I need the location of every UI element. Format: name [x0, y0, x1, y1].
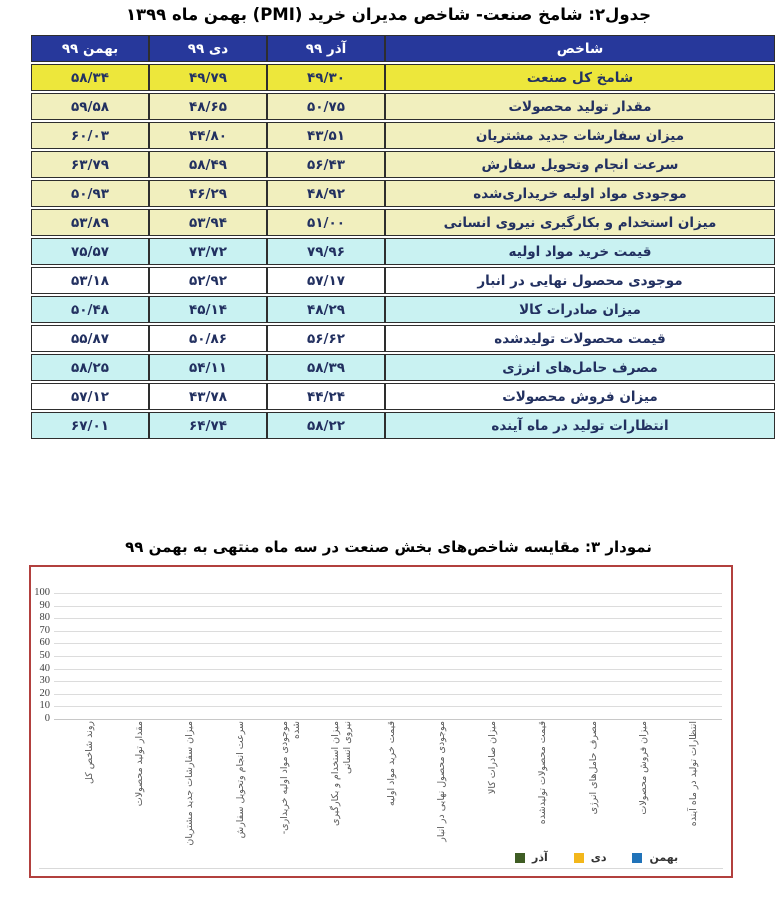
- legend-label: دی: [590, 851, 607, 864]
- row-value: ۵۳/۸۹: [31, 209, 149, 236]
- column-header-index: شاخص: [385, 35, 775, 62]
- chart-plot-area: [34, 587, 722, 724]
- y-axis-tick-label: 10: [39, 700, 50, 712]
- row-value: ۷۹/۹۶: [267, 238, 385, 265]
- row-label: موجودی محصول نهایی در انبار: [385, 267, 775, 294]
- row-value: ۵۰/۹۳: [31, 180, 149, 207]
- y-axis-tick-label: 20: [39, 687, 50, 699]
- gridline: [54, 669, 722, 670]
- row-value: ۵۱/۰۰: [267, 209, 385, 236]
- chart-category-labels: [54, 719, 722, 851]
- row-value: ۴۴/۲۴: [267, 383, 385, 410]
- row-value: ۶۷/۰۱: [31, 412, 149, 439]
- table-row: [31, 238, 775, 265]
- gridline: [54, 694, 722, 695]
- gridline: [54, 631, 722, 632]
- row-value: ۵۹/۵۸: [31, 93, 149, 120]
- row-value: ۵۳/۹۴: [149, 209, 267, 236]
- row-value: ۵۷/۱۷: [267, 267, 385, 294]
- gridline: [54, 643, 722, 644]
- gridline: [54, 593, 722, 594]
- column-header-azar: آذر ۹۹: [267, 35, 385, 62]
- category-label: قیمت خرید مواد اولیه: [386, 721, 397, 806]
- row-label: میزان صادرات کالا: [385, 296, 775, 323]
- gridline: [54, 706, 722, 707]
- category-label: موجودی محصول نهایی در انبار: [436, 721, 448, 842]
- row-value: ۵۲/۹۲: [149, 267, 267, 294]
- legend-item: [574, 851, 607, 864]
- row-value: ۴۵/۱۴: [149, 296, 267, 323]
- y-axis-tick-label: 30: [39, 675, 50, 687]
- category-label: روند شاخص کل: [83, 721, 95, 784]
- row-label: قیمت خرید مواد اولیه: [385, 238, 775, 265]
- row-label: میزان استخدام و بکارگیری نیروی انسانی: [385, 209, 775, 236]
- row-value: ۶۳/۷۹: [31, 151, 149, 178]
- y-axis-tick-label: 0: [44, 713, 50, 724]
- y-axis-tick-label: 90: [39, 599, 50, 611]
- table-title: جدول۲: شامخ صنعت- شاخص مدیران خرید (PMI) بهمن ماه ۱۳۹۹: [125, 5, 652, 24]
- row-value: ۴۳/۷۸: [149, 383, 267, 410]
- row-value: ۶۴/۷۴: [149, 412, 267, 439]
- category-label: انتظارات تولید در ماه آینده: [688, 721, 700, 827]
- row-value: ۴۳/۵۱: [267, 122, 385, 149]
- summary-value-bahman: ۵۸/۳۴: [31, 64, 149, 91]
- row-value: ۵۳/۱۸: [31, 267, 149, 294]
- category-label: قیمت محصولات تولیدشده: [537, 721, 549, 825]
- table-header-row: [31, 35, 775, 62]
- legend-item: [515, 851, 548, 864]
- category-label: مصرف حامل‌های انرژی: [587, 721, 599, 815]
- row-value: ۴۸/۶۵: [149, 93, 267, 120]
- table-row: [31, 122, 775, 149]
- row-value: ۴۶/۲۹: [149, 180, 267, 207]
- row-value: ۴۸/۹۲: [267, 180, 385, 207]
- summary-value-azar: ۴۹/۳۰: [267, 64, 385, 91]
- gridline: [54, 606, 722, 607]
- row-label: مصرف حامل‌های انرژی: [385, 354, 775, 381]
- gridline: [54, 618, 722, 619]
- legend-label: بهمن: [649, 851, 679, 864]
- legend-swatch: [515, 853, 525, 863]
- column-header-dey: دی ۹۹: [149, 35, 267, 62]
- y-axis-tick-label: 100: [34, 587, 50, 598]
- row-value: ۵۷/۱۲: [31, 383, 149, 410]
- summary-row: [31, 64, 775, 91]
- row-label: میزان سفارشات جدید مشتریان: [385, 122, 775, 149]
- y-axis-tick-label: 50: [39, 650, 50, 661]
- table-row: [31, 267, 775, 294]
- legend-swatch: [632, 853, 642, 863]
- row-value: ۵۴/۱۱: [149, 354, 267, 381]
- row-value: ۵۸/۲۵: [31, 354, 149, 381]
- row-value: ۴۸/۲۹: [267, 296, 385, 323]
- table-row: [31, 180, 775, 207]
- legend-swatch: [574, 853, 584, 863]
- category-label: سرعت انجام وتحویل سفارش: [234, 721, 246, 839]
- y-axis-tick-label: 70: [39, 624, 50, 636]
- table-row: [31, 383, 775, 410]
- legend-item: [632, 851, 678, 864]
- y-axis-tick-label: 40: [39, 662, 50, 674]
- table-row: [31, 151, 775, 178]
- row-label: انتظارات تولید در ماه آینده: [385, 412, 775, 439]
- y-axis-tick-label: 60: [39, 637, 50, 649]
- column-header-bahman: بهمن ۹۹: [31, 35, 149, 62]
- gridline: [54, 656, 722, 657]
- row-value: ۵۰/۷۵: [267, 93, 385, 120]
- row-value: ۵۰/۴۸: [31, 296, 149, 323]
- summary-label: شامخ کل صنعت: [385, 64, 775, 91]
- row-value: ۵۸/۳۹: [267, 354, 385, 381]
- pmi-table-rows: [31, 64, 775, 439]
- row-value: ۵۶/۴۳: [267, 151, 385, 178]
- row-value: ۵۰/۸۶: [149, 325, 267, 352]
- category-label: میزان استخدام و بکارگیری نیروی انسانی: [329, 721, 353, 827]
- row-label: قیمت محصولات تولیدشده: [385, 325, 775, 352]
- table-row: [31, 412, 775, 439]
- chart-baseline: [39, 868, 723, 869]
- category-label: میزان فروش محصولات: [638, 721, 650, 815]
- gridline: [54, 681, 722, 682]
- chart-frame: [29, 565, 733, 878]
- row-label: مقدار تولید محصولات: [385, 93, 775, 120]
- y-axis-tick-label: 80: [39, 612, 50, 624]
- category-label: میزان سفارشات جدید مشتریان: [184, 721, 196, 846]
- table-row: [31, 325, 775, 352]
- row-label: میزان فروش محصولات: [385, 383, 775, 410]
- category-label: موجودی مواد اولیه خریداری- شده: [279, 721, 303, 835]
- chart-title: نمودار ۳: مقایسه شاخص‌های بخش صنعت در سه ماه منتهی به بهمن ۹۹: [125, 538, 652, 556]
- row-value: ۷۳/۷۲: [149, 238, 267, 265]
- row-value: ۷۵/۵۷: [31, 238, 149, 265]
- pmi-table: [31, 33, 775, 441]
- row-value: ۵۵/۸۷: [31, 325, 149, 352]
- category-label: مقدار تولید محصولات: [133, 721, 145, 807]
- category-label: میزان صادرات کالا: [486, 721, 498, 795]
- table-row: [31, 354, 775, 381]
- row-value: ۵۸/۴۹: [149, 151, 267, 178]
- row-value: ۶۰/۰۳: [31, 122, 149, 149]
- table-row: [31, 209, 775, 236]
- table-row: [31, 93, 775, 120]
- row-label: موجودی مواد اولیه خریداری‌شده: [385, 180, 775, 207]
- row-value: ۵۶/۶۲: [267, 325, 385, 352]
- chart-legend: [515, 851, 678, 864]
- legend-label: آذر: [532, 851, 548, 864]
- summary-value-dey: ۴۹/۷۹: [149, 64, 267, 91]
- row-value: ۵۸/۲۲: [267, 412, 385, 439]
- row-value: ۴۴/۸۰: [149, 122, 267, 149]
- table-row: [31, 296, 775, 323]
- row-label: سرعت انجام وتحویل سفارش: [385, 151, 775, 178]
